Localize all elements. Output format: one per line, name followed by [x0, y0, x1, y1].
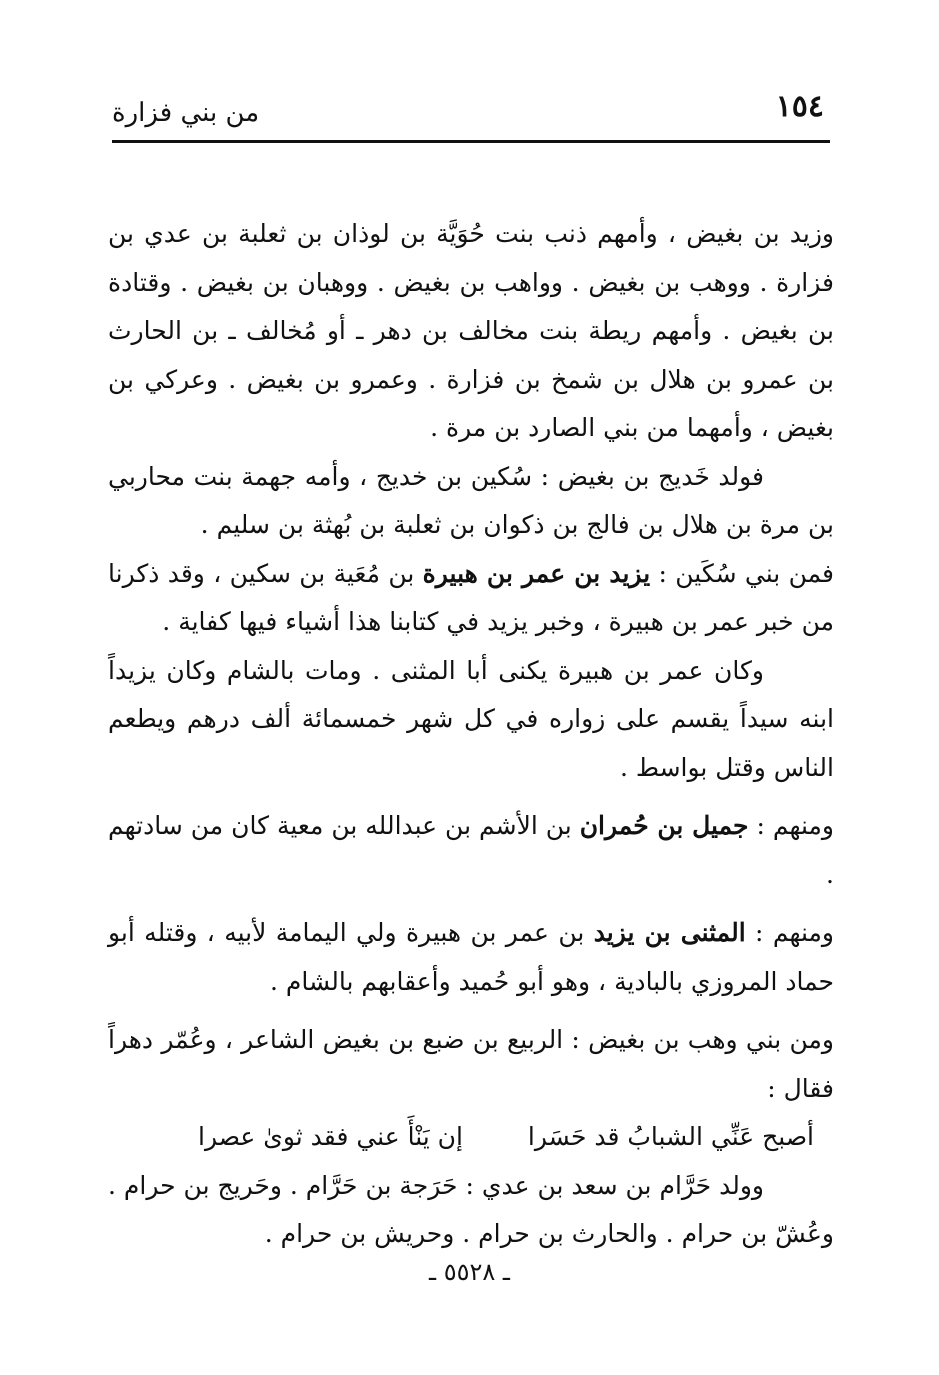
paragraph-prefix: ومنهم :	[745, 918, 834, 947]
main-text	[108, 210, 834, 1259]
paragraph: وزيد بن بغيض ، وأمهم ذنب بنت حُوَيَّة بن لوذان بن ثعلبة بن عدي بن فزارة . ووهب بن بغيض . وواهب بن بغيض . ووهبان بن بغيض . وقتادة بن بغيض . وأمهم ريطة بنت مخالف بن دهر ـ أو مُخالف ـ بن الحارث بن عمرو بن هلال بن شمخ بن فزارة . وعمرو بن بغيض . وعركي بن بغيض ، وأمهما من بني الصارد بن مرة .	[108, 219, 834, 442]
page-number: ١٥٤	[775, 89, 824, 124]
bold-name: المثنى بن يزيد	[593, 918, 746, 947]
paragraph	[108, 909, 834, 1006]
page-footer-marker: ـ ٥٥٢٨ ـ	[429, 1258, 510, 1286]
paragraph-prefix: ومنهم :	[748, 811, 834, 840]
poem-verse	[108, 1113, 834, 1162]
running-header	[108, 86, 830, 138]
paragraph: ومن بني وهب بن بغيض : الربيع بن ضبع بن بغيض الشاعر ، وعُمّر دهراً فقال :	[108, 1025, 834, 1103]
paragraph: فولد خَديج بن بغيض : سُكين بن خديج ، وأمه جهمة بنت محاربي بن مرة بن هلال بن فالج بن ذكوان بن ثعلبة بن بُهثة بن سليم .	[108, 461, 834, 539]
paragraph-prefix: فمن بني سُكَين :	[650, 558, 835, 588]
poem-hemistich-first: أصبح عَنِّي الشبابُ قد حَسَرا	[527, 1122, 814, 1151]
paragraph: وكان عمر بن هبيرة يكنى أبا المثنى . ومات بالشام وكان يزيداً ابنه سيداً يقسم على زواره في كل شهر خمسمائة ألف درهم ويطعم الناس وقتل بواسط .	[108, 655, 834, 782]
paragraph	[108, 802, 834, 899]
paragraph-suffix: بن عمر بن هبيرة ولي اليمامة لأبيه ، وقتله أبو حماد المروزي بالبادية ، وهو أبو حُميد وأعقابهم بالشام .	[108, 918, 834, 996]
paragraph-suffix: بن مُعَية بن سكين ، وقد ذكرنا من خبر عمر بن هبيرة ، وخبر يزيد في كتابنا هذا أشياء فيها كفاية .	[108, 558, 834, 636]
header-rule	[112, 140, 830, 143]
bold-name: يزيد بن عمر بن هبيرة	[422, 558, 651, 588]
paragraph-suffix: بن الأشم بن عبدالله بن معية كان من سادتهم .	[108, 811, 834, 889]
poem-hemistich-second: إن يَنْأَ عني فقد ثوىٰ عصرا	[198, 1122, 463, 1151]
bold-name: جميل بن حُمران	[579, 811, 749, 840]
paragraph	[108, 550, 834, 647]
paragraph: وولد حَرَّام بن سعد بن عدي : حَرَجة بن حَرَّام . وحَريج بن حرام . وعُشّ بن حرام . والحارث بن حرام . وحريش بن حرام .	[108, 1170, 834, 1248]
section-title: من بني فزارة	[112, 98, 260, 128]
